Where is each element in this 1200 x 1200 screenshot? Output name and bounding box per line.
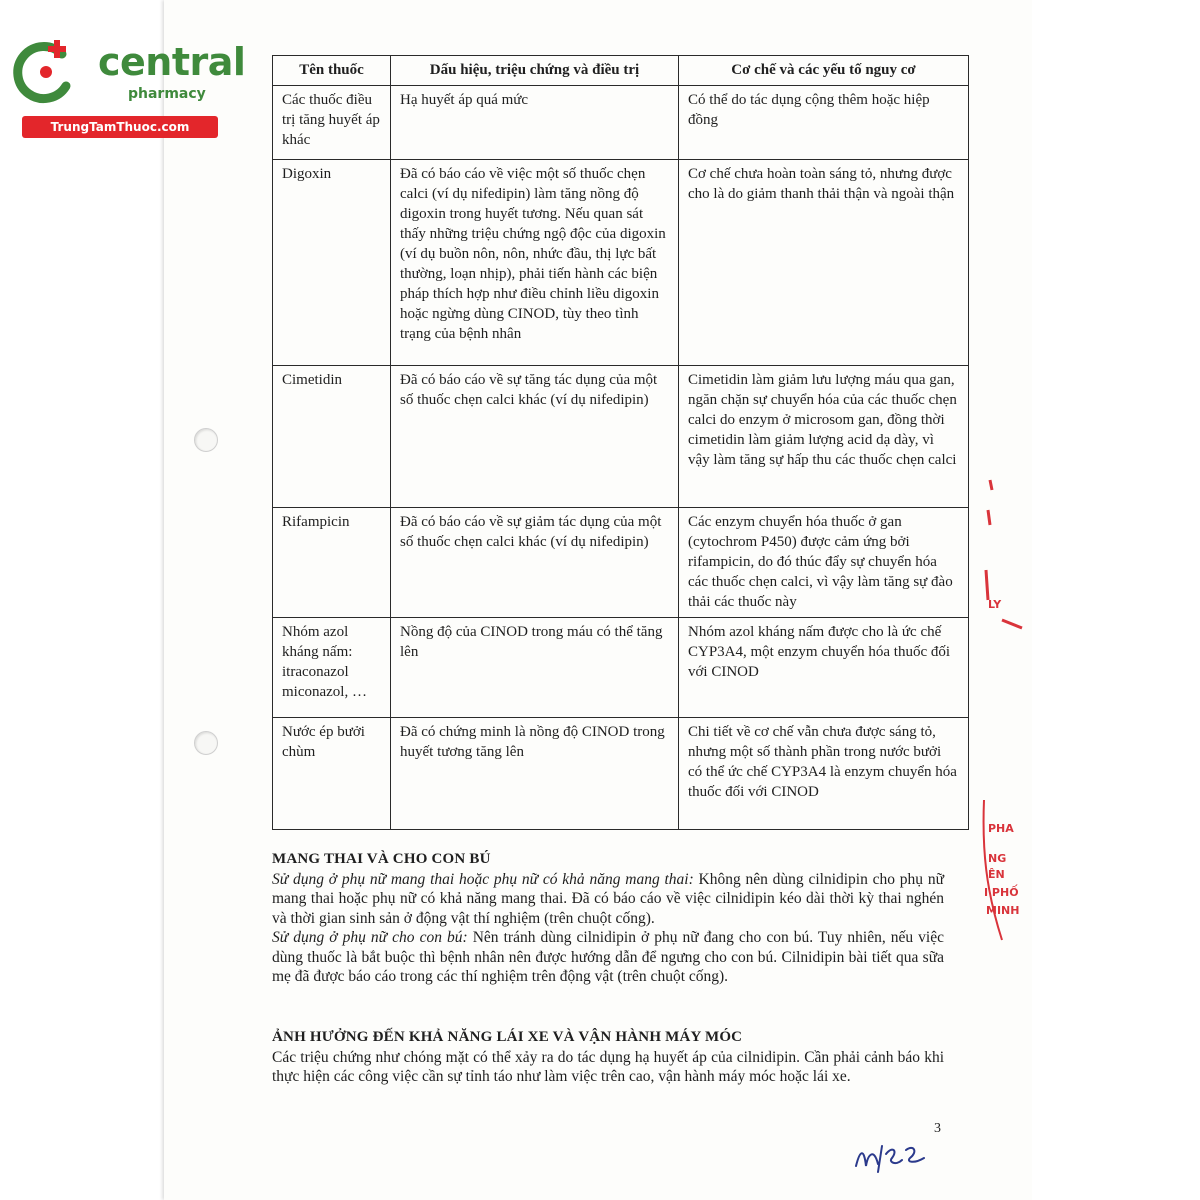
table-row bbox=[273, 160, 969, 366]
drug-name-cell: Nước ép bưởi chùm bbox=[273, 718, 391, 830]
mechanism-cell: Cimetidin làm giảm lưu lượng máu qua gan, ngăn chặn sự chuyển hóa của các thuốc chẹn calci do enzym ở microsom gan, đồng thời cimetidin làm giảm lượng acid dạ dày, vì vậy làm tăng sự hấp thu các thuốc chẹn calci bbox=[679, 366, 969, 508]
table-row bbox=[273, 508, 969, 618]
table-header-row bbox=[273, 56, 969, 86]
signature-icon bbox=[852, 1136, 932, 1176]
stamp-text: I PHỐ bbox=[984, 886, 1019, 899]
pregnancy-label: Sử dụng ở phụ nữ mang thai hoặc phụ nữ có khả năng mang thai: bbox=[272, 870, 694, 888]
pregnancy-paragraph bbox=[272, 870, 944, 929]
breastfeeding-paragraph bbox=[272, 928, 944, 987]
drug-name-cell: Digoxin bbox=[273, 160, 391, 366]
page-margin-left bbox=[0, 0, 165, 1200]
brand-subtitle: pharmacy bbox=[128, 86, 206, 102]
mechanism-cell: Chi tiết về cơ chế vẫn chưa được sáng tỏ, nhưng một số thành phần trong nước bưởi có thể ức chế CYP3A4 là enzym chuyển hóa thuốc đối với CINOD bbox=[679, 718, 969, 830]
signs-cell: Hạ huyết áp quá mức bbox=[391, 86, 679, 160]
signs-cell: Đã có chứng minh là nồng độ CINOD trong huyết tương tăng lên bbox=[391, 718, 679, 830]
pregnancy-heading: MANG THAI VÀ CHO CON BÚ bbox=[272, 851, 491, 867]
mechanism-cell: Các enzym chuyển hóa thuốc ở gan (cytochrom P450) được cảm ứng bởi rifampicin, do đó thúc đẩy sự chuyển hóa các thuốc chẹn calci, vì vậy làm tăng sự đào thải các thuốc này bbox=[679, 508, 969, 618]
signs-cell: Đã có báo cáo về việc một số thuốc chẹn calci (ví dụ nifedipin) làm tăng nồng độ digoxin trong huyết tương. Nếu quan sát thấy những triệu chứng ngộ độc của digoxin (ví dụ buồn nôn, nôn, nhức đầu, thị lực bất thường, loạn nhịp), phải tiến hành các biện pháp thích hợp như điều chỉnh liều digoxin hoặc ngừng dùng CINOD, tùy theo tình trạng của bệnh nhân bbox=[391, 160, 679, 366]
drug-name-cell: Cimetidin bbox=[273, 366, 391, 508]
header-mechanism: Cơ chế và các yếu tố nguy cơ bbox=[679, 56, 969, 86]
breastfeeding-text: Nên tránh dùng cilnidipin ở phụ nữ đang cho con bú. Tuy nhiên, nếu việc dùng thuốc là bắt buộc thì bệnh nhân nên được hướng dẫn để ngưng cho con bú. Cilnidipin bài tiết qua sữa mẹ đã được báo cáo trong các thí nghiệm trên động vật (trên chuột cống). bbox=[272, 929, 944, 985]
header-signs: Dấu hiệu, triệu chứng và điều trị bbox=[391, 56, 679, 86]
mechanism-cell: Có thể do tác dụng cộng thêm hoặc hiệp đồng bbox=[679, 86, 969, 160]
pregnancy-section bbox=[272, 850, 944, 987]
brand-logo bbox=[10, 36, 246, 136]
stamp-text: PHA bbox=[988, 822, 1014, 835]
drug-name-cell: Rifampicin bbox=[273, 508, 391, 618]
header-drug-name: Tên thuốc bbox=[273, 56, 391, 86]
driving-paragraph: Các triệu chứng như chóng mặt có thể xảy ra do tác dụng hạ huyết áp của cilnidipin. Cần phải cảnh báo khi thực hiện các công việc cần sự tỉnh táo như làm việc trên cao, vận hành máy móc hoặc lái xe. bbox=[272, 1048, 944, 1085]
brand-url[interactable]: TrungTamThuoc.com bbox=[22, 116, 218, 138]
driving-section bbox=[272, 1028, 944, 1087]
drug-name-cell: Các thuốc điều trị tăng huyết áp khác bbox=[273, 86, 391, 160]
stamp-text: NG bbox=[988, 852, 1007, 865]
pharmacy-logo-icon bbox=[10, 36, 82, 108]
table-row bbox=[273, 86, 969, 160]
table-row bbox=[273, 618, 969, 718]
signs-cell: Đã có báo cáo về sự tăng tác dụng của một số thuốc chẹn calci khác (ví dụ nifedipin) bbox=[391, 366, 679, 508]
official-stamp bbox=[982, 470, 1032, 970]
mechanism-cell: Cơ chế chưa hoàn toàn sáng tỏ, nhưng được cho là do giảm thanh thải thận và ngoài thận bbox=[679, 160, 969, 366]
stamp-text: MINH bbox=[986, 904, 1020, 917]
stamp-text: LY bbox=[988, 598, 1002, 611]
pregnancy-text: Không nên dùng cilnidipin cho phụ nữ mang thai hoặc phụ nữ có khả năng mang thai. Đã có báo cáo về việc cilnidipin kéo dài thời kỳ thai nghén và thời gian sinh sản ở động vật thí nghiệm (trên chuột cống). bbox=[272, 870, 944, 927]
drug-interaction-table bbox=[272, 55, 969, 830]
punch-hole bbox=[194, 731, 218, 755]
table-row bbox=[273, 366, 969, 508]
page-number: 3 bbox=[934, 1121, 941, 1136]
page-margin-right bbox=[1032, 0, 1200, 1200]
driving-heading: ẢNH HƯỞNG ĐẾN KHẢ NĂNG LÁI XE VÀ VẬN HÀNH MÁY MÓC bbox=[272, 1029, 743, 1045]
drug-name-cell: Nhóm azol kháng nấm: itraconazol miconazol, … bbox=[273, 618, 391, 718]
signs-cell: Nồng độ của CINOD trong máu có thể tăng lên bbox=[391, 618, 679, 718]
brand-name: central bbox=[98, 40, 246, 84]
table-row bbox=[273, 718, 969, 830]
punch-hole bbox=[194, 428, 218, 452]
signs-cell: Đã có báo cáo về sự giảm tác dụng của một số thuốc chẹn calci khác (ví dụ nifedipin) bbox=[391, 508, 679, 618]
breastfeeding-label: Sử dụng ở phụ nữ cho con bú: bbox=[272, 929, 468, 946]
stamp-text: ÊN bbox=[988, 868, 1005, 881]
mechanism-cell: Nhóm azol kháng nấm được cho là ức chế CYP3A4, một enzym chuyển hóa thuốc đối với CINOD bbox=[679, 618, 969, 718]
